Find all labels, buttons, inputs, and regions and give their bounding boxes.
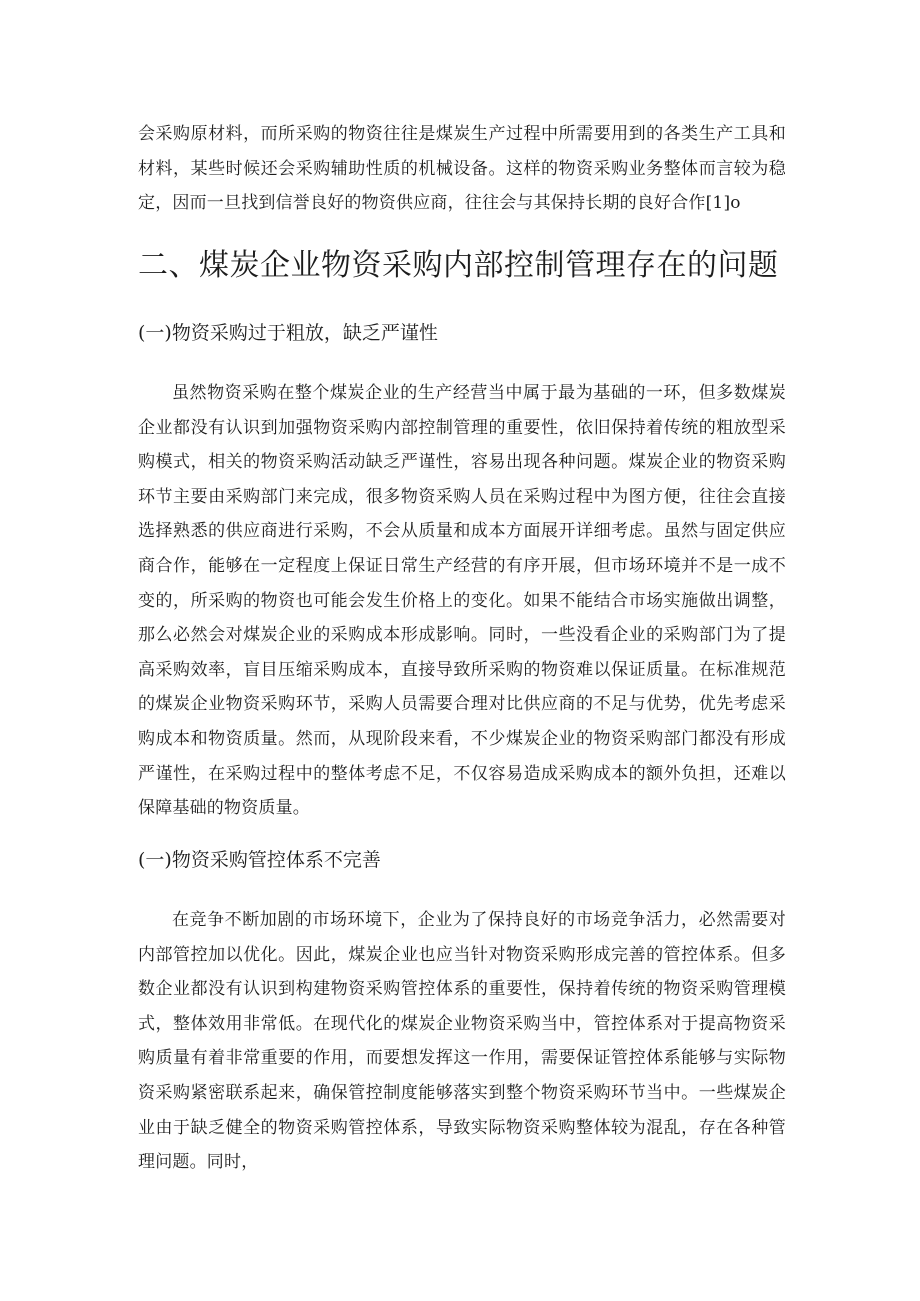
subsection-1-title: (一)物资采购过于粗放，缺乏严谨性 bbox=[138, 322, 438, 344]
intro-continuation-paragraph: 会采购原材料，而所采购的物资往往是煤炭生产过程中所需要用到的各类生产工具和材料，某些时候还会采购辅助性质的机械设备。这样的物资采购业务整体而言较为稳定，因而一旦找到信誉良好的物资供应商，往往会与其保持长期的良好合作[1]o bbox=[138, 124, 786, 214]
section-heading: 二、煤炭企业物资采购内部控制管理存在的问题 bbox=[138, 248, 779, 283]
subsection-1-body: 虽然物资采购在整个煤炭企业的生产经营当中属于最为基础的一环，但多数煤炭企业都没有认识到加强物资采购内部控制管理的重要性，依旧保持着传统的粗放型采购模式，相关的物资采购活动缺乏严谨性，容易出现各种问题。煤炭企业的物资采购环节主要由采购部门来完成，很多物资采购人员在采购过程中为图方便，往往会直接选择熟悉的供应商进行采购，不会从质量和成本方面展开详细考虑。虽然与固定供应商合作，能够在一定程度上保证日常生产经营的有序开展，但市场环境并不是一成不变的，所采购的物资也可能会发生价格上的变化。如果不能结合市场实施做出调整，那么必然会对煤炭企业的采购成本形成影响。同时，一些没看企业的采购部门为了提高采购效率，盲目压缩采购成本，直接导致所采购的物资难以保证质量。在标准规范的煤炭企业物资采购环节，采购人员需要合理对比供应商的不足与优势，优先考虑采购成本和物资质量。然而，从现阶段来看，不少煤炭企业的物资采购部门都没有形成严谨性，在采购过程中的整体考虑不足，不仅容易造成采购成本的额外负担，还难以保障基础的物资质量。 bbox=[138, 383, 786, 819]
subsection-2-title: (一)物资采购管控体系不完善 bbox=[138, 849, 381, 871]
subsection-2-body: 在竞争不断加剧的市场环境下，企业为了保持良好的市场竞争活力，必然需要对内部管控加以优化。因此，煤炭企业也应当针对物资采购形成完善的管控体系。但多数企业都没有认识到构建物资采购管控体系的重要性，保持着传统的物资采购管理模式，整体效用非常低。在现代化的煤炭企业物资采购当中，管控体系对于提高物资采购质量有着非常重要的作用，而要想发挥这一作用，需要保证管控体系能够与实际物资采购紧密联系起来，确保管控制度能够落实到整个物资采购环节当中。一些煤炭企业由于缺乏健全的物资采购管控体系，导致实际物资采购整体较为混乱，存在各种管理问题。同时， bbox=[138, 910, 786, 1173]
